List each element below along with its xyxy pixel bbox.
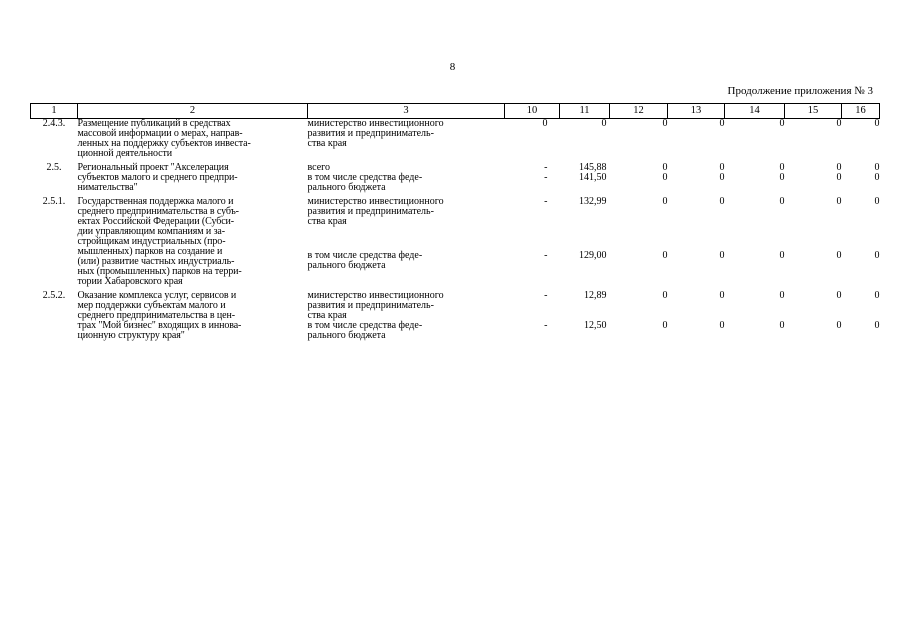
- value-col-15: 0: [836, 196, 842, 207]
- value-col-10: 0: [542, 118, 548, 129]
- value-col-14: 0: [779, 162, 785, 173]
- value-col-14: 0: [779, 118, 785, 129]
- value-col-10: -: [544, 250, 548, 261]
- value-col-12: 0: [662, 250, 668, 261]
- item-name: Размещение публикаций в средствах массовой информации о мерах, направ- ленных на поддержку субъектов инвеста- ционной деятельности: [77, 118, 251, 159]
- value-col-14: 0: [779, 290, 785, 301]
- value-col-16: 0: [874, 250, 880, 261]
- value-col-14: 0: [779, 250, 785, 261]
- page-number: 8: [449, 61, 456, 73]
- funding-source: министерство инвестиционного развития и предприниматель- ства края: [307, 196, 444, 227]
- value-col-11: 0: [601, 118, 607, 129]
- column-header-1: 1: [31, 104, 78, 119]
- item-name: Государственная поддержка малого и среднего предпринимательства в субъ- ектах Российской Федерации (Субси- дии управляющим компаниям и за- стройщикам индустриальных (про- мышленных) парков на создание и (или) развитие частных индустриаль- ных (промышленных) парков на терри- тории Хабаровского края: [77, 196, 242, 287]
- value-col-13: 0: [719, 196, 725, 207]
- value-col-15: 0: [836, 118, 842, 129]
- value-col-10: -: [544, 320, 548, 331]
- value-col-15: 0: [836, 162, 842, 173]
- column-header-10: 10: [505, 104, 560, 119]
- value-col-11: 145,88: [579, 162, 607, 173]
- column-header-14: 14: [725, 104, 785, 119]
- value-col-14: 0: [779, 196, 785, 207]
- value-col-16: 0: [874, 118, 880, 129]
- value-col-11: 141,50: [579, 172, 607, 183]
- value-col-15: 0: [836, 320, 842, 331]
- column-header-12: 12: [610, 104, 668, 119]
- item-number: 2.5.1.: [42, 196, 66, 207]
- value-col-13: 0: [719, 250, 725, 261]
- item-number: 2.5.: [46, 162, 62, 173]
- value-col-16: 0: [874, 320, 880, 331]
- value-col-13: 0: [719, 320, 725, 331]
- item-name: Оказание комплекса услуг, сервисов и мер поддержки субъектам малого и среднего предпринимательства в цен- трах "Мой бизнес" входящих в иннова- ционную структуру края": [77, 290, 242, 341]
- value-col-15: 0: [836, 172, 842, 183]
- funding-source: министерство инвестиционного развития и предприниматель- ства края: [307, 290, 444, 321]
- value-col-12: 0: [662, 172, 668, 183]
- funding-source: в том числе средства феде- рального бюджета: [307, 250, 423, 271]
- column-header-11: 11: [560, 104, 610, 119]
- value-col-10: -: [544, 196, 548, 207]
- value-col-10: -: [544, 172, 548, 183]
- value-col-12: 0: [662, 162, 668, 173]
- value-col-15: 0: [836, 290, 842, 301]
- table-row: [31, 119, 880, 160]
- value-col-13: 0: [719, 162, 725, 173]
- column-header-2: 2: [78, 104, 308, 119]
- table-row: [31, 197, 880, 251]
- funding-source: всего: [307, 162, 331, 173]
- table-row: [31, 163, 880, 173]
- value-col-10: -: [544, 290, 548, 301]
- row-spacer: [31, 341, 880, 345]
- value-col-12: 0: [662, 118, 668, 129]
- value-col-12: 0: [662, 320, 668, 331]
- value-col-12: 0: [662, 290, 668, 301]
- item-name: Региональный проект "Акселерация субъектов малого и среднего предпри- нимательства": [77, 162, 238, 193]
- item-number: 2.4.3.: [42, 118, 66, 129]
- value-col-11: 132,99: [579, 196, 607, 207]
- column-header-16: 16: [842, 104, 880, 119]
- funding-source: в том числе средства феде- рального бюджета: [307, 320, 423, 341]
- value-col-16: 0: [874, 172, 880, 183]
- value-col-13: 0: [719, 118, 725, 129]
- value-col-16: 0: [874, 290, 880, 301]
- value-col-14: 0: [779, 320, 785, 331]
- item-number: 2.5.2.: [42, 290, 66, 301]
- value-col-10: -: [544, 162, 548, 173]
- value-col-12: 0: [662, 196, 668, 207]
- column-header-row: [31, 104, 880, 119]
- value-col-15: 0: [836, 250, 842, 261]
- value-col-11: 12,50: [584, 320, 607, 331]
- table-row: [31, 291, 880, 321]
- value-col-14: 0: [779, 172, 785, 183]
- table-body: [31, 119, 880, 346]
- column-header-15: 15: [785, 104, 842, 119]
- value-col-13: 0: [719, 290, 725, 301]
- value-col-13: 0: [719, 172, 725, 183]
- appendix-table: [30, 103, 880, 345]
- appendix-continuation-label: Продолжение приложения № 3: [727, 85, 873, 97]
- value-col-16: 0: [874, 196, 880, 207]
- column-header-3: 3: [308, 104, 505, 119]
- funding-source: министерство инвестиционного развития и предприниматель- ства края: [307, 118, 444, 149]
- value-col-11: 12,89: [584, 290, 607, 301]
- funding-source: в том числе средства феде- рального бюджета: [307, 172, 423, 193]
- value-col-16: 0: [874, 162, 880, 173]
- column-header-13: 13: [668, 104, 725, 119]
- value-col-11: 129,00: [579, 250, 607, 261]
